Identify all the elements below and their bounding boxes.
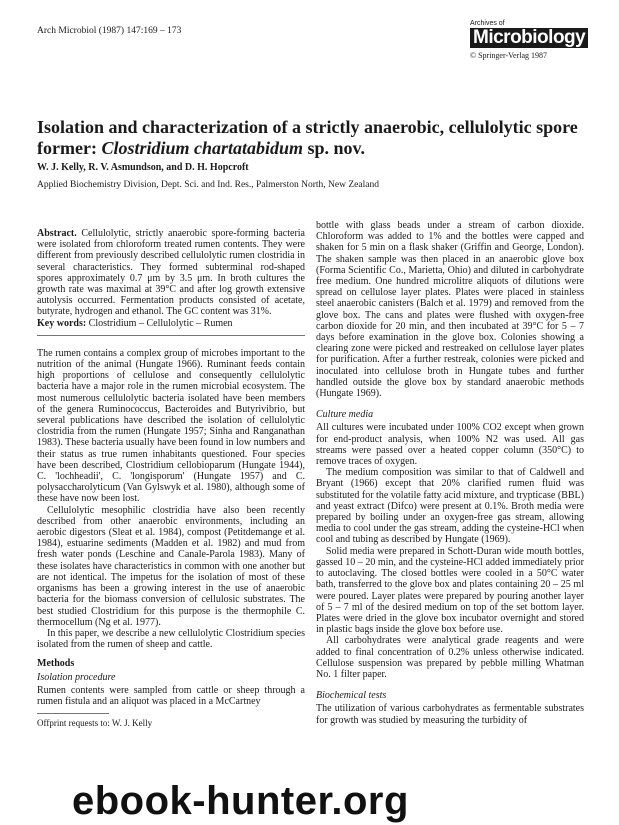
offprint-note: Offprint requests to: W. J. Kelly: [37, 718, 153, 729]
title-main: Isolation and characterization of a strictly anaerobic, cellulolytic spore former:: [37, 117, 578, 158]
journal-logo-small-text: Archives of: [470, 20, 505, 27]
intro-paragraph: Cellulolytic mesophilic clostridia have also been recently described from other anaerobic environments, including an aerobic digestors (Sleat et al. 1984), compost (Petitdemange et al. 1984), estuarine sediments (Madden et al. 1982) and mud from fresh water ponds (Leschine and Canale-Parola 1983). Many of these isolates have characteristics in common with one another but are not identical. The impetus for the isolation of most of these organisms has been a growing interest in the use of anaerobic bacteria for the biomass conversion of cellulosic substrates. The best studied Clostridium for this purpose is the thermophile C. thermocellum (Ng et al. 1977).: [37, 504, 305, 628]
culture-paragraph: All cultures were incubated under 100% CO2 except when grown for end-product analysis, when 100% N2 was used. All gas streams were passed over a heated copper column (350°C) to remove traces of oxygen.: [316, 422, 584, 468]
intro-paragraph: The rumen contains a complex group of microbes important to the nutrition of the animal (Hungate 1966). Ruminant feeds contain high proportions of cellulose and consequently cellulolytic bacteria have a major role in the rumen microbial ecosystem. The most numerous cellulolytic bacteria isolated have been members of the genera Ruminococcus, Bacteroides and Butyrivibrio, but several publications have described the isolation of cellulolytic clostridia from the rumen (Hungate 1957; Sinha and Ranganathan 1983). These bacteria usually have been found in low numbers and their status as true rumen inhabitants questioned. Four species have been described, Clostridium cellobioparum (Hungate 1944), C. 'lochheadii', C. 'longisporum' (Hungate 1957) and C. polysaccharolyticum (Van Gylswyk et al. 1980), although some of these have now been lost.: [37, 347, 305, 505]
intro-paragraph: In this paper, we describe a new cellulolytic Clostridium species isolated from the rumen of sheep and cattle.: [37, 627, 305, 651]
title-species: Clostridium chartatabidum: [101, 138, 304, 158]
journal-citation: Arch Microbiol (1987) 147:169 – 173: [37, 26, 182, 36]
keywords-text: Clostridium – Cellulolytic – Rumen: [86, 317, 233, 329]
abstract-label: Abstract.: [37, 228, 77, 239]
affiliation: Applied Biochemistry Division, Dept. Sci. and Ind. Res., Palmerston North, New Zealand: [37, 180, 379, 190]
keywords: [37, 318, 305, 329]
culture-paragraph: Solid media were prepared in Schott-Duran wide mouth bottles, gassed 10 – 20 min, and the cysteine-HCl added immediately prior to autoclaving. The closed bottles were cooled in a 50°C water bath, transferred to the glove box and plates containing 20 – 25 ml were poured. Layer plates were prepared by pouring another layer of 5 – 7 ml of the desired medium on top of the set bottom layer. Plates were dried in the glove box incubator overnight and stored in plastic bags inside the glove box before use.: [316, 545, 584, 636]
biochemical-tests-heading: Biochemical tests: [316, 690, 387, 702]
authors: W. J. Kelly, R. V. Asmundson, and D. H. Hopcroft: [37, 162, 249, 173]
title-suffix: sp. nov.: [303, 138, 366, 158]
copyright: © Springer-Verlag 1987: [470, 51, 548, 60]
biochemical-paragraph: The utilization of various carbohydrates as fermentable substrates for growth was studied by measuring the turbidity of: [316, 703, 584, 726]
watermark: ebook-hunter.org: [72, 779, 409, 823]
culture-paragraph: The medium composition was similar to that of Caldwell and Bryant (1966) except that 20% clarified rumen fluid was substituted for the volatile fatty acid mixture, and trypticase (BBL) and yeast extract (Difco) were present at 0.1%. Broth media were prepared by boiling under an oxygen-free gas stream, allowing media to cool under the gas stream, adding the cysteine-HCl when cool and tubing as described by Hungate (1969).: [316, 467, 584, 546]
culture-paragraph: All carbohydrates were analytical grade reagents and were added to final concentration of 0.2% unless otherwise indicated. Cellulose suspension was prepared by pebble milling Whatman No. 1 filter paper.: [316, 635, 584, 680]
abstract: [37, 228, 305, 318]
journal-logo-name: Microbiology: [470, 28, 588, 48]
isolation-paragraph: Rumen contents were sampled from cattle or sheep through a rumen fistula and an aliquot was placed in a McCartney: [37, 684, 305, 707]
section-divider: [37, 335, 305, 336]
isolation-heading: Isolation procedure: [37, 671, 116, 683]
abstract-text: Cellulolytic, strictly anaerobic spore-forming bacteria were isolated from chloroform treated rumen contents. They were different from previously described cellulolytic rumen clostridia in several characteristics. They formed subterminal rod-shaped spores approximately 0.7 μm by 3.5 μm. In broth cultures the growth rate was maximal at 39°C and after log growth extensive autolysis occurred. Fermentation products consisted of acetate, butyrate, hydrogen and ethanol. The GC content was 31%.: [37, 228, 305, 318]
footnote-divider: [37, 713, 109, 714]
right-column: [316, 220, 584, 726]
left-column: [37, 228, 305, 729]
journal-logo: [470, 20, 588, 60]
isolation-continued-paragraph: bottle with glass beads under a stream of carbon dioxide. Chloroform was added to 1% and the bottles were capped and shaken for 5 min on a flask shaker (Griffin and George, London). The shaken sample was then placed in an anaerobic glove box (Forma Scientific Co., Marietta, Ohio) and diluted in carbohydrate free medium. One hundred microlitre aliquots of dilutions were spread on cellulose layer plates. Plates were placed in stainless steel anaerobic canisters (Balch et al. 1979) and removed from the glove box. The cans and plates were flushed with oxygen-free carbon dioxide for 20 min, and then incubated at 39°C for 5 – 7 days before examination in the glove box. Colonies showing a clearing zone were picked and restreaked on cellulose layer plates for purification. After a further restreak, colonies were picked and inoculated into cellulose broth in Hungate tubes and further handled outside the glove box by standard anaerobic methods (Hungate 1969).: [316, 220, 584, 400]
article-title: [37, 117, 582, 159]
methods-heading: Methods: [37, 658, 75, 670]
keywords-label: Key words:: [37, 317, 87, 329]
culture-media-heading: Culture media: [316, 409, 374, 421]
